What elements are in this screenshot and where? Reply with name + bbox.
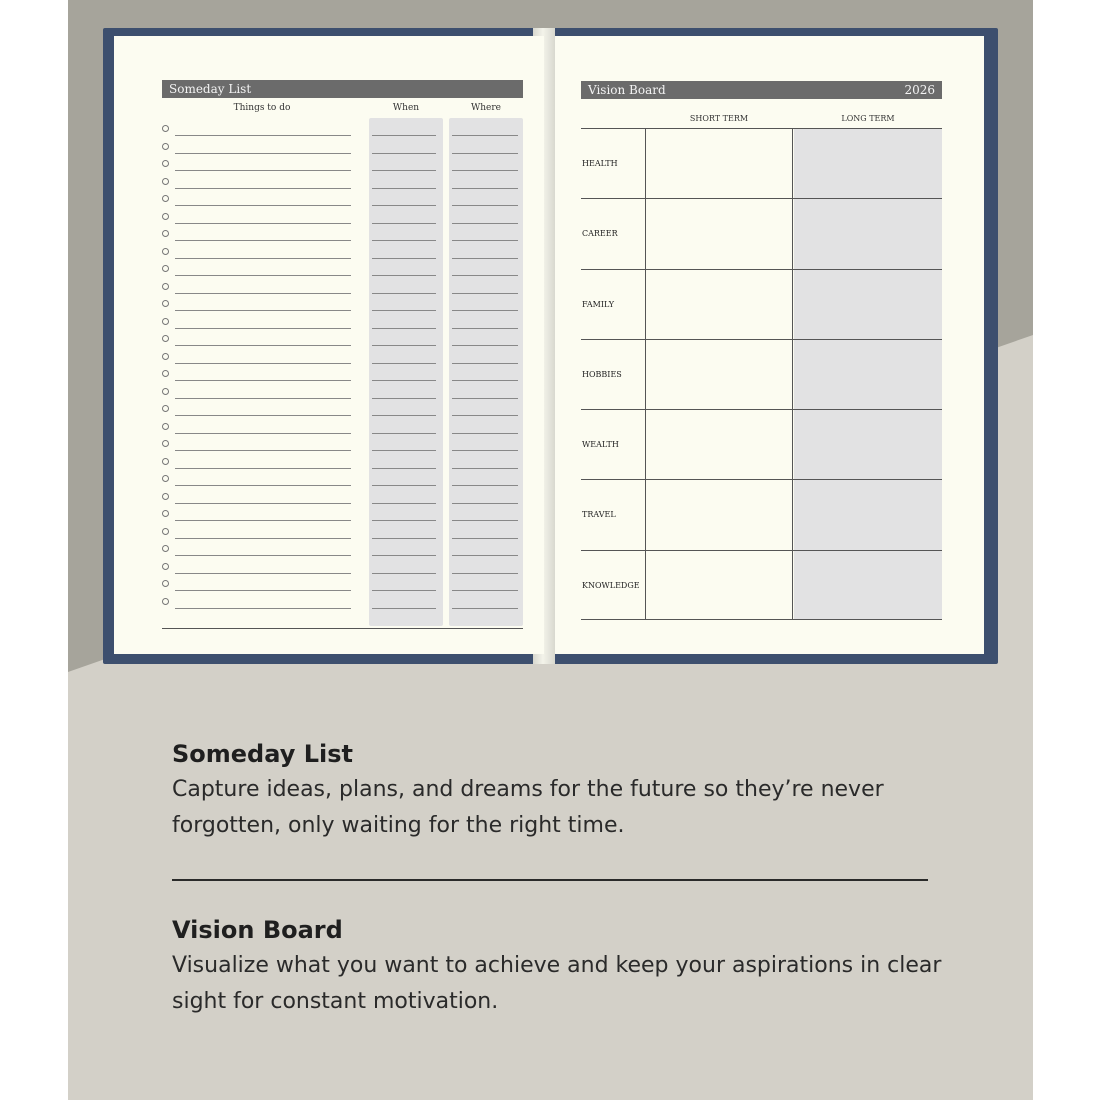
when-line: [372, 258, 436, 259]
where-line: [452, 503, 518, 504]
short-term-cell: [645, 551, 793, 619]
when-line: [372, 363, 436, 364]
where-line: [452, 328, 518, 329]
list-item: [162, 367, 523, 385]
when-line: [372, 205, 436, 206]
checkbox-circle-icon[interactable]: [162, 545, 169, 552]
list-item: [162, 595, 523, 613]
table-row: [581, 479, 942, 549]
short-term-cell: [645, 270, 793, 339]
things-to-do-line: [175, 170, 351, 171]
someday-list-title: Someday List: [162, 80, 523, 98]
things-to-do-line: [175, 310, 351, 311]
list-item: [162, 420, 523, 438]
list-item: [162, 385, 523, 403]
list-item: [162, 122, 523, 140]
checkbox-circle-icon[interactable]: [162, 388, 169, 395]
when-line: [372, 153, 436, 154]
col-things-to-do: Things to do: [233, 103, 291, 113]
checkbox-circle-icon[interactable]: [162, 405, 169, 412]
when-line: [372, 398, 436, 399]
things-to-do-line: [175, 135, 351, 136]
vision-board-page: [555, 36, 984, 654]
when-line: [372, 468, 436, 469]
list-item: [162, 280, 523, 298]
where-line: [452, 468, 518, 469]
things-to-do-line: [175, 520, 351, 521]
table-row: [581, 409, 942, 479]
where-line: [452, 573, 518, 574]
checkbox-circle-icon[interactable]: [162, 213, 169, 220]
checkbox-circle-icon[interactable]: [162, 335, 169, 342]
things-to-do-line: [175, 433, 351, 434]
checkbox-circle-icon[interactable]: [162, 248, 169, 255]
someday-list-page: [114, 36, 544, 654]
when-line: [372, 485, 436, 486]
someday-list-heading: Someday List: [172, 740, 353, 768]
when-line: [372, 310, 436, 311]
table-row: [581, 198, 942, 268]
checkbox-circle-icon[interactable]: [162, 318, 169, 325]
when-line: [372, 590, 436, 591]
when-line: [372, 433, 436, 434]
list-item: [162, 262, 523, 280]
planner-book: [103, 28, 998, 664]
things-to-do-line: [175, 328, 351, 329]
checkbox-circle-icon[interactable]: [162, 423, 169, 430]
when-line: [372, 188, 436, 189]
things-to-do-line: [175, 240, 351, 241]
where-line: [452, 223, 518, 224]
when-line: [372, 170, 436, 171]
checkbox-circle-icon[interactable]: [162, 580, 169, 587]
things-to-do-line: [175, 275, 351, 276]
vision-board-title-band: [581, 81, 942, 99]
where-line: [452, 170, 518, 171]
col-where: Where: [470, 103, 501, 113]
checkbox-circle-icon[interactable]: [162, 598, 169, 605]
list-item: [162, 542, 523, 560]
list-item: [162, 350, 523, 368]
section-divider: [172, 879, 928, 881]
list-item: [162, 227, 523, 245]
things-to-do-line: [175, 555, 351, 556]
when-line: [372, 608, 436, 609]
checkbox-circle-icon[interactable]: [162, 475, 169, 482]
where-line: [452, 310, 518, 311]
where-line: [452, 538, 518, 539]
checkbox-circle-icon[interactable]: [162, 160, 169, 167]
category-label: HEALTH: [582, 159, 618, 168]
where-line: [452, 485, 518, 486]
when-line: [372, 328, 436, 329]
list-item: [162, 332, 523, 350]
category-label: FAMILY: [582, 299, 615, 309]
when-line: [372, 555, 436, 556]
checkbox-circle-icon[interactable]: [162, 283, 169, 290]
vision-board-year: 2026: [904, 83, 935, 97]
long-term-cell: [794, 410, 942, 479]
someday-list-bottom-rule: [162, 628, 523, 629]
table-row: [581, 550, 942, 620]
table-row: [581, 128, 942, 198]
long-term-cell: [794, 340, 942, 409]
category-label: KNOWLEDGE: [582, 580, 640, 590]
things-to-do-line: [175, 293, 351, 294]
when-line: [372, 450, 436, 451]
long-term-cell: [794, 551, 942, 619]
where-line: [452, 608, 518, 609]
short-term-cell: [645, 410, 793, 479]
list-item: [162, 245, 523, 263]
category-label: CAREER: [582, 229, 618, 239]
checkbox-circle-icon[interactable]: [162, 143, 169, 150]
list-item: [162, 175, 523, 193]
list-item: [162, 577, 523, 595]
list-item: [162, 455, 523, 473]
where-line: [452, 433, 518, 434]
short-term-cell: [645, 199, 793, 268]
where-line: [452, 398, 518, 399]
things-to-do-line: [175, 345, 351, 346]
list-item: [162, 507, 523, 525]
long-term-cell: [794, 199, 942, 268]
vision-board-heading: Vision Board: [172, 916, 343, 944]
checkbox-circle-icon[interactable]: [162, 370, 169, 377]
where-line: [452, 380, 518, 381]
someday-list-section: [172, 738, 962, 844]
list-item: [162, 210, 523, 228]
col-long-term: LONG TERM: [841, 114, 895, 123]
things-to-do-line: [175, 415, 351, 416]
list-item: [162, 140, 523, 158]
things-to-do-line: [175, 380, 351, 381]
things-to-do-line: [175, 398, 351, 399]
where-line: [452, 205, 518, 206]
when-line: [372, 240, 436, 241]
table-row: [581, 339, 942, 409]
vision-board-grid: [581, 128, 942, 620]
things-to-do-line: [175, 590, 351, 591]
col-short-term: SHORT TERM: [689, 114, 749, 123]
col-when: When: [392, 103, 420, 113]
where-line: [452, 555, 518, 556]
things-to-do-line: [175, 363, 351, 364]
where-line: [452, 345, 518, 346]
where-line: [452, 153, 518, 154]
table-row: [581, 269, 942, 339]
someday-list-rows: [162, 122, 523, 612]
long-term-cell: [794, 270, 942, 339]
where-line: [452, 520, 518, 521]
list-item: [162, 525, 523, 543]
where-line: [452, 293, 518, 294]
vision-board-section: [172, 914, 962, 1020]
when-line: [372, 380, 436, 381]
category-label: HOBBIES: [582, 369, 622, 379]
list-item: [162, 560, 523, 578]
things-to-do-line: [175, 485, 351, 486]
checkbox-circle-icon[interactable]: [162, 563, 169, 570]
things-to-do-line: [175, 258, 351, 259]
when-line: [372, 538, 436, 539]
checkbox-circle-icon[interactable]: [162, 230, 169, 237]
list-item: [162, 315, 523, 333]
when-line: [372, 345, 436, 346]
things-to-do-line: [175, 573, 351, 574]
checkbox-circle-icon[interactable]: [162, 493, 169, 500]
when-line: [372, 520, 436, 521]
checkbox-circle-icon[interactable]: [162, 440, 169, 447]
category-label: TRAVEL: [582, 510, 616, 520]
long-term-cell: [794, 129, 942, 198]
list-item: [162, 157, 523, 175]
things-to-do-line: [175, 503, 351, 504]
checkbox-circle-icon[interactable]: [162, 510, 169, 517]
someday-list-description: Capture ideas, plans, and dreams for the future so they’re never forgotten, only waiting for the right time.: [172, 777, 884, 838]
checkbox-circle-icon[interactable]: [162, 528, 169, 535]
when-line: [372, 573, 436, 574]
where-line: [452, 135, 518, 136]
things-to-do-line: [175, 205, 351, 206]
short-term-cell: [645, 340, 793, 409]
checkbox-circle-icon[interactable]: [162, 300, 169, 307]
list-item: [162, 490, 523, 508]
where-line: [452, 188, 518, 189]
when-line: [372, 503, 436, 504]
long-term-cell: [794, 480, 942, 549]
where-line: [452, 275, 518, 276]
where-line: [452, 240, 518, 241]
list-item: [162, 297, 523, 315]
short-term-cell: [645, 480, 793, 549]
things-to-do-line: [175, 188, 351, 189]
checkbox-circle-icon[interactable]: [162, 178, 169, 185]
where-line: [452, 450, 518, 451]
things-to-do-line: [175, 538, 351, 539]
short-term-cell: [645, 129, 793, 198]
category-label: WEALTH: [582, 440, 619, 450]
when-line: [372, 135, 436, 136]
checkbox-circle-icon[interactable]: [162, 353, 169, 360]
vision-board-title: Vision Board: [588, 83, 666, 97]
checkbox-circle-icon[interactable]: [162, 195, 169, 202]
checkbox-circle-icon[interactable]: [162, 125, 169, 132]
where-line: [452, 258, 518, 259]
things-to-do-line: [175, 608, 351, 609]
checkbox-circle-icon[interactable]: [162, 458, 169, 465]
when-line: [372, 275, 436, 276]
things-to-do-line: [175, 468, 351, 469]
when-line: [372, 415, 436, 416]
things-to-do-line: [175, 153, 351, 154]
where-line: [452, 590, 518, 591]
things-to-do-line: [175, 223, 351, 224]
where-line: [452, 363, 518, 364]
list-item: [162, 402, 523, 420]
when-line: [372, 293, 436, 294]
list-item: [162, 437, 523, 455]
where-line: [452, 415, 518, 416]
things-to-do-line: [175, 450, 351, 451]
checkbox-circle-icon[interactable]: [162, 265, 169, 272]
list-item: [162, 472, 523, 490]
vision-board-description: Visualize what you want to achieve and keep your aspirations in clear sight for constant motivation.: [172, 953, 942, 1014]
when-line: [372, 223, 436, 224]
list-item: [162, 192, 523, 210]
